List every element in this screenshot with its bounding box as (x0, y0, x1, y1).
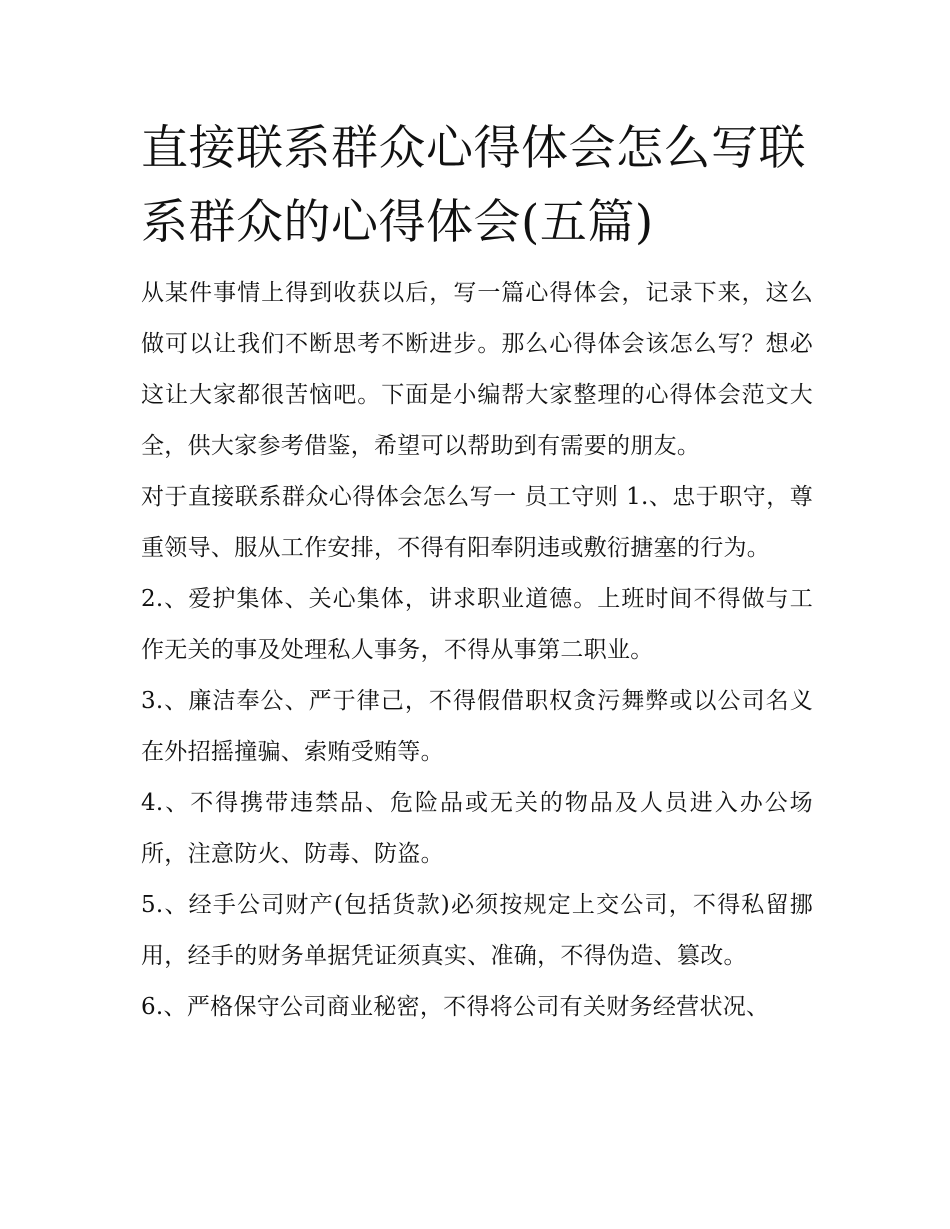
document-title: 直接联系群众心得体会怎么写联系群众的心得体会(五篇) (141, 121, 806, 250)
paragraph-rule-5: 5.、经手公司财产(包括货款)必须按规定上交公司，不得私留挪用，经手的财务单据凭证须真实、准确，不得伪造、篡改。 (141, 892, 813, 969)
paragraph-rule-4: 4.、不得携带违禁品、危险品或无关的物品及人员进入办公场所，注意防火、防毒、防盗。 (141, 790, 813, 867)
paragraph-intro: 从某件事情上得到收获以后，写一篇心得体会，记录下来，这么做可以让我们不断思考不断进步。那么心得体会该怎么写？想必这让大家都很苦恼吧。下面是小编帮大家整理的心得体会范文大全，供大家参考借鉴，希望可以帮助到有需要的朋友。 (141, 280, 813, 459)
document-page (141, 112, 813, 1033)
paragraph-rule-2: 2.、爱护集体、关心集体，讲求职业道德。上班时间不得做与工作无关的事及处理私人事务，不得从事第二职业。 (141, 586, 813, 663)
paragraph-rule-3: 3.、廉洁奉公、严于律己，不得假借职权贪污舞弊或以公司名义在外招摇撞骗、索贿受贿等。 (141, 688, 813, 765)
paragraph-rule-6: 6.、严格保守公司商业秘密，不得将公司有关财务经营状况、 (141, 994, 770, 1020)
paragraph-rule-1: 对于直接联系群众心得体会怎么写一 员工守则 1.、忠于职守，尊重领导、服从工作安排，不得有阳奉阴违或敷衍搪塞的行为。 (141, 484, 813, 561)
